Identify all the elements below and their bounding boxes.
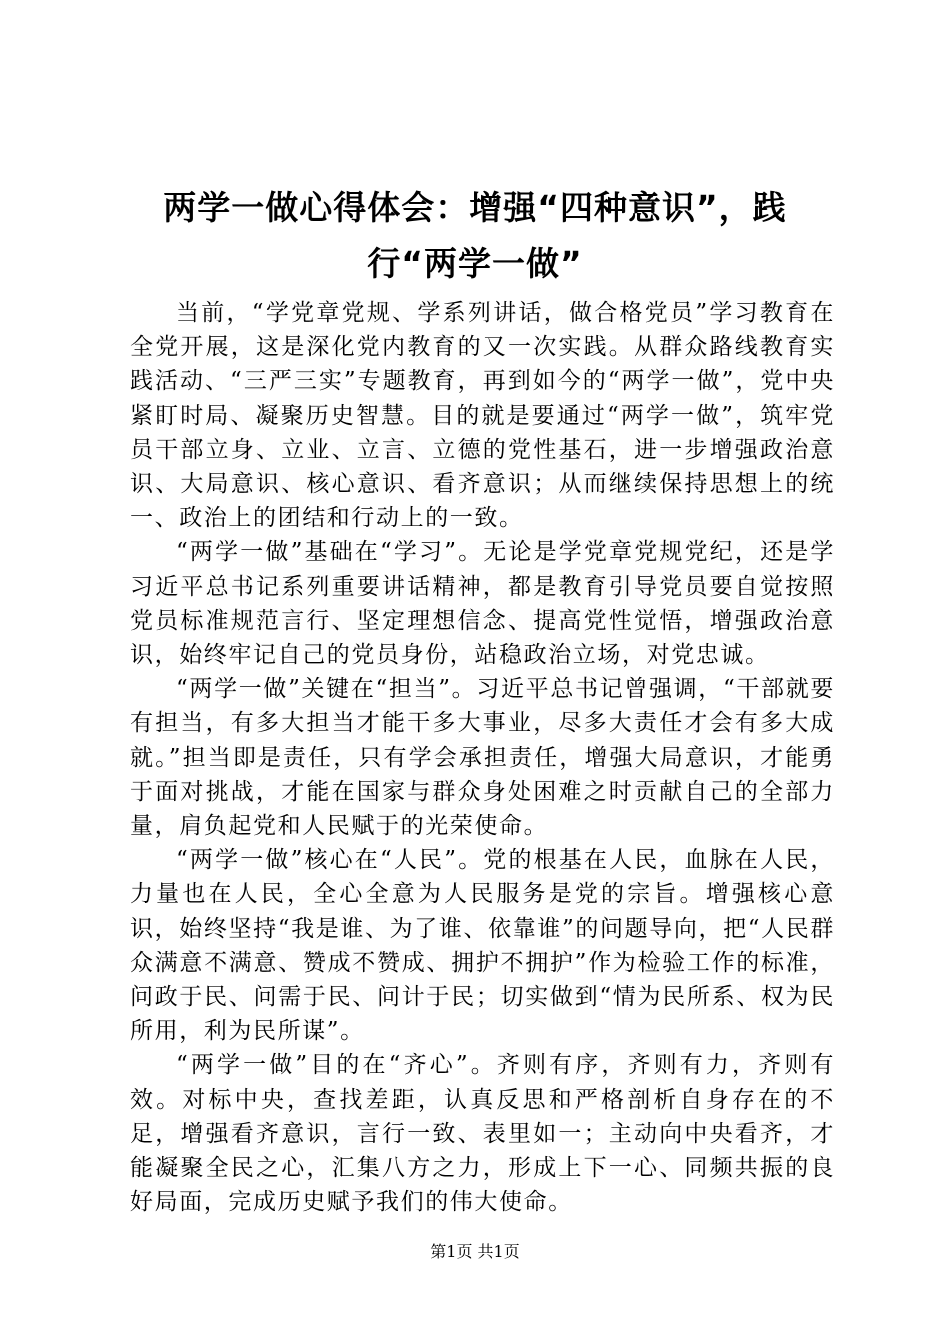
paragraph: “两学一做”目的在“齐心”。齐则有序，齐则有力，齐则有效。对标中央，查找差距，认真反思和严格剖析自身存在的不足，增强看齐意识，言行一致、表里如一；主动向中央看齐，才能凝聚全民之心，汇集八方之力，形成上下一心、同频共振的良好局面，完成历史赋予我们的伟大使命。 <box>130 1052 835 1216</box>
paragraph: “两学一做”关键在“担当”。习近平总书记曾强调，“干部就要有担当，有多大担当才能干多大事业，尽多大责任才会有多大成就。”担当即是责任，只有学会承担责任，增强大局意识，才能勇于面对挑战，才能在国家与群众身处困难之时贡献自己的全部力量，肩负起党和人民赋于的光荣使命。 <box>130 676 835 840</box>
paragraph: “两学一做”基础在“学习”。无论是学党章党规党纪，还是学习近平总书记系列重要讲话精神，都是教育引导党员要自觉按照党员标准规范言行、坚定理想信念、提高党性觉悟，增强政治意识，始终牢记自己的党员身份，站稳政治立场，对党忠诚。 <box>130 539 835 669</box>
page-number-footer: 第1页 共1页 <box>430 1242 520 1261</box>
paragraph: “两学一做”核心在“人民”。党的根基在人民，血脉在人民，力量也在人民，全心全意为人民服务是党的宗旨。增强核心意识，始终坚持“我是谁、为了谁、依靠谁”的问题导向，把“人民群众满意不满意、赞成不赞成、拥护不拥护”作为检验工作的标准，问政于民、问需于民、问计于民；切实做到“情为民所系、权为民所用，利为民所谋”。 <box>130 847 835 1045</box>
document-body <box>130 296 835 1219</box>
document-title: 两学一做心得体会：增强“四种意识”，践行“两学一做” <box>163 188 787 283</box>
paragraph: 当前，“学党章党规、学系列讲话，做合格党员”学习教育在全党开展，这是深化党内教育的又一次实践。从群众路线教育实践活动、“三严三实”专题教育，再到如今的“两学一做”，党中央紧盯时局、凝聚历史智慧。目的就是要通过“两学一做”，筑牢党员干部立身、立业、立言、立德的党性基石，进一步增强政治意识、大局意识、核心意识、看齐意识；从而继续保持思想上的统一、政治上的团结和行动上的一致。 <box>130 300 835 532</box>
